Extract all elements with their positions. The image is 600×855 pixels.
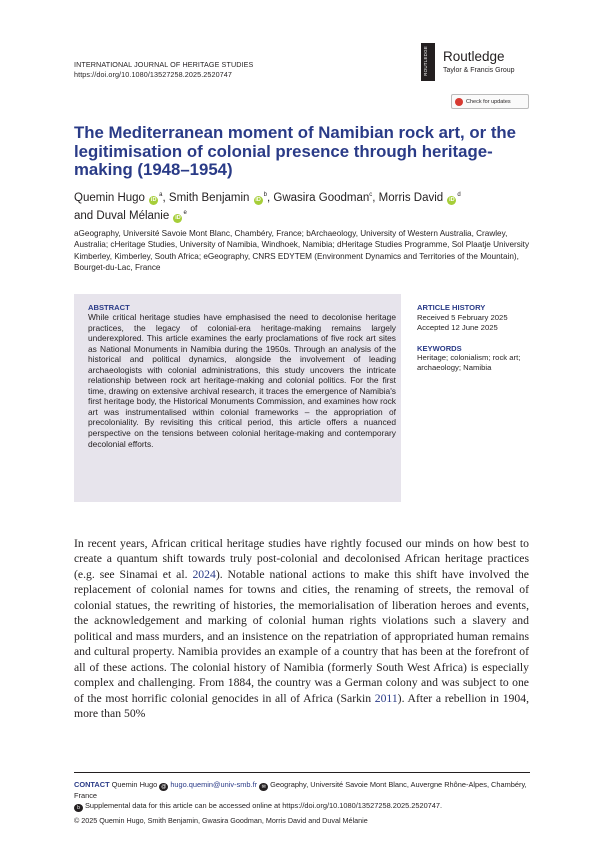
- keywords-text: Heritage; colonialism; rock art; archaeology; Namibia: [417, 353, 521, 372]
- orcid-icon[interactable]: iD: [255, 196, 261, 203]
- contact-label: CONTACT: [74, 780, 110, 789]
- body-paragraph: In recent years, African critical heritage studies have rightly focused our minds on how best to create a quantum shift towards truly post-colonial and decolonised African heritage practices (e.g. see Sinamai et al. 2024). Notable national actions to make this shift have involved the replacement of colonial names for towns and cities, the renaming of streets, the removal of colonial statues, the rewriting of histories, the memorialisation of liberation heroes and events, the acknowledgement and marking of colonial human rights violations such a slavery and political and mass murders, and an insistence on the repatriation of appropriated human remains and cultural property. Namibia provides an example of a country that has been at the forefront of all of these actions. The colonial history of Namibia (formerly South West Africa) is especially complex and challenging. From 1884, the country was a German colony and was subject to one of the most horrific colonial genocides in all of Africa (Sarkin 2011). After a rebellion in 1904, more than 50%: [74, 537, 529, 720]
- check-for-updates-button[interactable]: [451, 94, 529, 109]
- journal-header: [74, 60, 253, 80]
- publisher-name: Routledge: [443, 49, 505, 64]
- address-icon: ✉: [259, 783, 268, 791]
- copyright: © 2025 Quemin Hugo, Smith Benjamin, Gwasira Goodman, Morris David and Duval Mélanie: [74, 816, 368, 825]
- update-icon: [455, 98, 463, 106]
- author-name: Quemin Hugo: [74, 191, 145, 204]
- author-name: Morris David: [378, 191, 444, 204]
- doi-link[interactable]: https://doi.org/10.1080/13527258.2025.2520747: [74, 70, 232, 79]
- author-name: Duval Mélanie: [96, 209, 170, 222]
- article-title: The Mediterranean moment of Namibian rock art, or the legitimisation of colonial presence through heritage-making (1948–1954): [74, 123, 516, 180]
- routledge-logo-icon: ROUTLEDGE: [421, 43, 435, 81]
- affiliations: aGeography, Université Savoie Mont Blanc, Chambéry, France; bArchaeology, University of Western Australia, Crawley, Australia; cHeritage Studies, University of Namibia, Windhoek, Namibia; dHeritage Studies Programme, Sol Plaatje University Kimberley, Kimberley, South Africa; eGeography, CNRS EDYTEM (Environment Dynamics and Territories of the Mountain), Bourget-du-Lac, France: [74, 229, 530, 272]
- email-link[interactable]: hugo.quemin@univ-smb.fr: [170, 780, 258, 789]
- abstract-text: While critical heritage studies have emphasised the need to decolonise heritage practices, the legacy of colonial-era heritage-making remains largely underexplored. This article examines the early proclamations of five rock art sites as National Monuments in Namibia during the 1950s. Through an analysis of the historical and political dynamics, alongside the involvement of leading archaeologists with colonial administrations, this study uncovers the intricate relationship between rock art heritage-making and colonial politics. For the first time, drawing on extensive archival research, it traces the emergence of Namibia's first heritage body, the Historical Monuments Commission, and examines how rock art was instrumentalised within colonial frameworks – the appropriation of precoloniality. By revisiting this critical period, this article offers a nuanced perspective on the tensions between colonial heritage-making and contemporary decolonial efforts.: [88, 312, 396, 449]
- article-history-heading: ARTICLE HISTORY: [417, 303, 486, 312]
- orcid-icon[interactable]: iD: [150, 196, 157, 203]
- check-updates-label: Check for updates: [466, 98, 511, 105]
- contact-line: CONTACT Quemin Hugo @ hugo.quemin@univ-smb.fr ✉ Geography, Université Savoie Mont Blanc, Auvergne Rhône-Alpes, Chambéry, France: [74, 780, 527, 800]
- footer-notes: [74, 780, 534, 812]
- abstract-heading: ABSTRACT: [88, 303, 130, 312]
- citation-link[interactable]: 2011: [374, 691, 398, 705]
- orcid-icon[interactable]: iD: [449, 196, 455, 203]
- author-list: Quemin Hugo $iD^a$, Smith Benjamin $iD^b$, Gwasira Goodman$^c$, Morris David $iD^d$ and Duval Mélanie $iD^e$: [74, 191, 461, 222]
- supplemental-text[interactable]: Supplemental data for this article can be accessed online at https://doi.org/10.1080/13527258.2025.2520747.: [85, 801, 443, 810]
- received-date: Received 5 February 2025: [417, 313, 508, 322]
- citation-link[interactable]: 2024: [192, 567, 216, 581]
- author-name: Smith Benjamin: [168, 191, 250, 204]
- accepted-date: Accepted 12 June 2025: [417, 323, 498, 332]
- publisher-subtitle: Taylor & Francis Group: [443, 67, 515, 74]
- author-name: Gwasira Goodman: [273, 191, 370, 204]
- contact-affiliation: Geography, Université Savoie Mont Blanc, Auvergne Rhône-Alpes, Chambéry, France: [74, 780, 527, 800]
- journal-name: INTERNATIONAL JOURNAL OF HERITAGE STUDIES: [74, 60, 254, 69]
- keywords-heading: KEYWORDS: [417, 344, 462, 353]
- footer-divider: [74, 772, 530, 773]
- supplemental-line: [74, 801, 534, 812]
- email-icon: @: [161, 784, 167, 790]
- publisher-logo: [421, 43, 531, 83]
- supplemental-icon: b: [74, 804, 83, 812]
- orcid-icon[interactable]: iD: [175, 214, 181, 221]
